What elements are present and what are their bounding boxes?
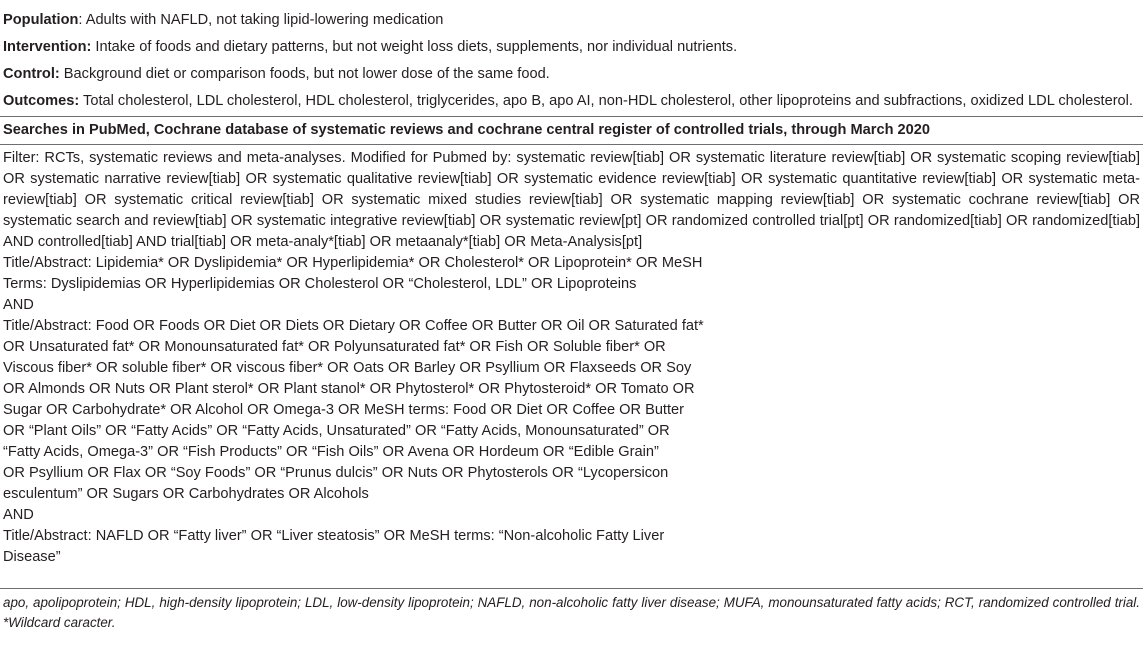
food-terms-line: “Fatty Acids, Omega-3” OR “Fish Products” OR “Fish Oils” OR Avena OR Hordeum OR “Edible Grain” — [3, 444, 659, 460]
intervention-label: Intervention: — [3, 39, 92, 55]
and-operator: AND — [3, 297, 34, 313]
food-terms-line: OR “Plant Oils” OR “Fatty Acids” OR “Fatty Acids, Unsaturated” OR “Fatty Acids, Monounsaturated” OR — [3, 423, 670, 439]
nafld-terms-line: Title/Abstract: NAFLD OR “Fatty liver” OR “Liver steatosis” OR MeSH terms: “Non-alcoholic Fatty Liver — [3, 528, 665, 544]
lipid-terms-line: Title/Abstract: Lipidemia* OR Dyslipidemia* OR Hyperlipidemia* OR Cholesterol* OR Lipoprotein* OR MeSH — [3, 255, 703, 271]
population-row — [0, 0, 1143, 31]
search-terms — [0, 145, 1143, 568]
control-label: Control: — [3, 66, 60, 82]
population-label: Population — [3, 12, 79, 28]
food-terms-line: esculentum” OR Sugars OR Carbohydrates OR Alcohols — [3, 486, 369, 502]
intervention-row — [0, 37, 1143, 58]
population-text: : Adults with NAFLD, not taking lipid-lowering medication — [78, 12, 444, 28]
nafld-terms-line: Disease” — [3, 549, 61, 565]
lipid-terms-line: Terms: Dyslipidemias OR Hyperlipidemias OR Cholesterol OR “Cholesterol, LDL” OR Lipoproteins — [3, 276, 637, 292]
food-terms-line: OR Unsaturated fat* OR Monounsaturated fat* OR Polyunsaturated fat* OR Fish OR Soluble fiber* OR — [3, 339, 666, 355]
food-terms-line: Sugar OR Carbohydrate* OR Alcohol OR Omega-3 OR MeSH terms: Food OR Diet OR Coffee OR Butter — [3, 402, 685, 418]
footnote: apo, apolipoprotein; HDL, high-density lipoprotein; LDL, low-density lipoprotein; NAFLD, non-alcoholic fatty liver disease; MUFA, monounsaturated fatty acids; RCT, randomized controlled trial. *Wildcard caracter. — [3, 595, 1140, 630]
pico-criteria — [0, 0, 1143, 112]
food-terms-line: Title/Abstract: Food OR Foods OR Diet OR Diets OR Dietary OR Coffee OR Butter OR Oil OR Saturated fat* — [3, 318, 704, 334]
food-terms-line: Viscous fiber* OR soluble fiber* OR viscous fiber* OR Oats OR Barley OR Psyllium OR Flaxseeds OR Soy — [3, 360, 692, 376]
control-text: Background diet or comparison foods, but not lower dose of the same food. — [59, 66, 550, 82]
and-operator: AND — [3, 507, 34, 523]
food-terms-line: OR Psyllium OR Flax OR “Soy Foods” OR “Prunus dulcis” OR Nuts OR Phytosterols OR “Lycopersicon — [3, 465, 669, 481]
intervention-text: Intake of foods and dietary patterns, but not weight loss diets, supplements, nor individual nutrients. — [91, 39, 738, 55]
filter-text: Filter: RCTs, systematic reviews and meta-analyses. Modified for Pubmed by: systematic review[tiab] OR systematic literature review[tiab] OR systematic scoping review[tiab] OR systematic narrative review[tiab] OR systematic qualitative review[tiab] OR systematic evidence review[tiab] OR systematic quantitative review[tiab] OR systematic meta-review[tiab] OR systematic critical review[tiab] OR systematic mixed studies review[tiab] OR systematic mapping review[tiab] OR systematic cochrane review[tiab] OR systematic search and review[tiab] OR systematic integrative review[tiab] OR systematic review[pt] OR randomized controlled trial[pt] OR randomized[tiab] OR randomized[tiab] AND controlled[tiab] AND trial[tiab] OR meta-analy*[tiab] OR metaanaly*[tiab] OR Meta-Analysis[pt] — [3, 150, 1140, 250]
outcomes-label: Outcomes: — [3, 93, 80, 109]
control-row — [0, 64, 1143, 85]
search-heading: Searches in PubMed, Cochrane database of systematic reviews and cochrane central register of controlled trials, through March 2020 — [3, 122, 931, 138]
food-terms-line: OR Almonds OR Nuts OR Plant sterol* OR Plant stanol* OR Phytosterol* OR Phytosteroid* OR Tomato OR — [3, 381, 695, 397]
outcomes-text: Total cholesterol, LDL cholesterol, HDL cholesterol, triglycerides, apo B, apo AI, non-HDL cholesterol, other lipoproteins and subfractions, oxidized LDL cholesterol. — [79, 93, 1133, 109]
outcomes-row — [0, 91, 1143, 112]
